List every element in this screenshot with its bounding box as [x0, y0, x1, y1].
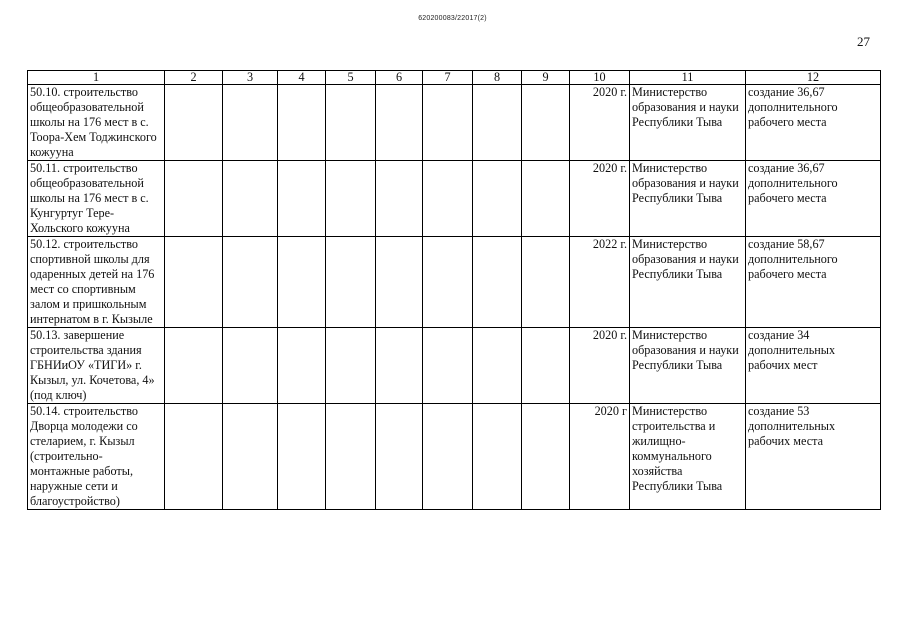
- cell-year: 2020 г.: [570, 85, 630, 161]
- cell-empty: [223, 237, 278, 328]
- column-header: 2: [165, 71, 223, 85]
- cell-empty: [165, 404, 223, 510]
- cell-year: 2022 г.: [570, 237, 630, 328]
- cell-empty: [326, 404, 376, 510]
- cell-empty: [223, 85, 278, 161]
- cell-empty: [326, 237, 376, 328]
- column-header: 5: [326, 71, 376, 85]
- cell-empty: [522, 85, 570, 161]
- cell-empty: [423, 237, 473, 328]
- column-header: 6: [376, 71, 423, 85]
- cell-result: создание 58,67 дополнительного рабочего места: [746, 237, 881, 328]
- cell-measure-name: 50.14. строительство Дворца молодежи со стеларием, г. Кызыл (строительно-монтажные работы, наружные сети и благоустройство): [28, 404, 165, 510]
- cell-empty: [165, 328, 223, 404]
- cell-measure-name: 50.13. завершение строительства здания ГБНИиОУ «ТИГИ» г. Кызыл, ул. Кочетова, 4» (под ключ): [28, 328, 165, 404]
- cell-responsible: Министерство образования и науки Республики Тыва: [630, 328, 746, 404]
- cell-empty: [326, 85, 376, 161]
- cell-empty: [165, 161, 223, 237]
- cell-empty: [376, 404, 423, 510]
- cell-empty: [223, 404, 278, 510]
- cell-empty: [165, 237, 223, 328]
- cell-empty: [376, 237, 423, 328]
- column-header: 12: [746, 71, 881, 85]
- column-header: 3: [223, 71, 278, 85]
- cell-result: создание 36,67 дополнительного рабочего места: [746, 161, 881, 237]
- cell-empty: [522, 404, 570, 510]
- column-header: 1: [28, 71, 165, 85]
- header-row: [28, 71, 881, 85]
- cell-empty: [223, 161, 278, 237]
- column-header: 7: [423, 71, 473, 85]
- cell-responsible: Министерство образования и науки Республики Тыва: [630, 237, 746, 328]
- cell-empty: [278, 328, 326, 404]
- cell-measure-name: 50.10. строительство общеобразовательной школы на 176 мест в с. Тоора-Хем Тоджинского кожууна: [28, 85, 165, 161]
- cell-empty: [376, 328, 423, 404]
- document-id: 620200083/22017(2): [418, 15, 487, 22]
- cell-empty: [423, 161, 473, 237]
- cell-empty: [522, 161, 570, 237]
- cell-empty: [326, 328, 376, 404]
- table-row: [28, 404, 881, 510]
- column-header: 11: [630, 71, 746, 85]
- cell-responsible: Министерство образования и науки Республики Тыва: [630, 85, 746, 161]
- cell-year: 2020 г.: [570, 328, 630, 404]
- cell-empty: [326, 161, 376, 237]
- cell-empty: [223, 328, 278, 404]
- cell-responsible: Министерство образования и науки Республики Тыва: [630, 161, 746, 237]
- cell-empty: [423, 328, 473, 404]
- cell-empty: [473, 404, 522, 510]
- cell-result: создание 36,67 дополнительного рабочего места: [746, 85, 881, 161]
- cell-empty: [473, 328, 522, 404]
- column-header: 9: [522, 71, 570, 85]
- cell-year: 2020 г.: [570, 161, 630, 237]
- cell-responsible: Министерство строительства и жилищно-коммунального хозяйства Республики Тыва: [630, 404, 746, 510]
- cell-empty: [278, 161, 326, 237]
- cell-measure-name: 50.12. строительство спортивной школы для одаренных детей на 176 мест со спортивным залом и пришкольным интернатом в г. Кызыле: [28, 237, 165, 328]
- table-row: [28, 237, 881, 328]
- cell-empty: [278, 404, 326, 510]
- cell-measure-name: 50.11. строительство общеобразовательной школы на 176 мест в с. Кунгуртуг Тере-Хольского кожууна: [28, 161, 165, 237]
- cell-empty: [522, 328, 570, 404]
- cell-result: создание 53 дополнительных рабочих места: [746, 404, 881, 510]
- cell-empty: [165, 85, 223, 161]
- column-header: 4: [278, 71, 326, 85]
- cell-empty: [376, 161, 423, 237]
- table-row: [28, 161, 881, 237]
- cell-empty: [473, 161, 522, 237]
- column-header: 8: [473, 71, 522, 85]
- cell-empty: [376, 85, 423, 161]
- cell-empty: [278, 237, 326, 328]
- column-header: 10: [570, 71, 630, 85]
- table-row: [28, 85, 881, 161]
- page-number: 27: [857, 34, 870, 49]
- cell-result: создание 34 дополнительных рабочих мест: [746, 328, 881, 404]
- cell-empty: [522, 237, 570, 328]
- cell-empty: [423, 85, 473, 161]
- table-row: [28, 328, 881, 404]
- data-table: [27, 70, 881, 510]
- cell-empty: [423, 404, 473, 510]
- cell-empty: [473, 85, 522, 161]
- cell-year: 2020 г: [570, 404, 630, 510]
- cell-empty: [473, 237, 522, 328]
- cell-empty: [278, 85, 326, 161]
